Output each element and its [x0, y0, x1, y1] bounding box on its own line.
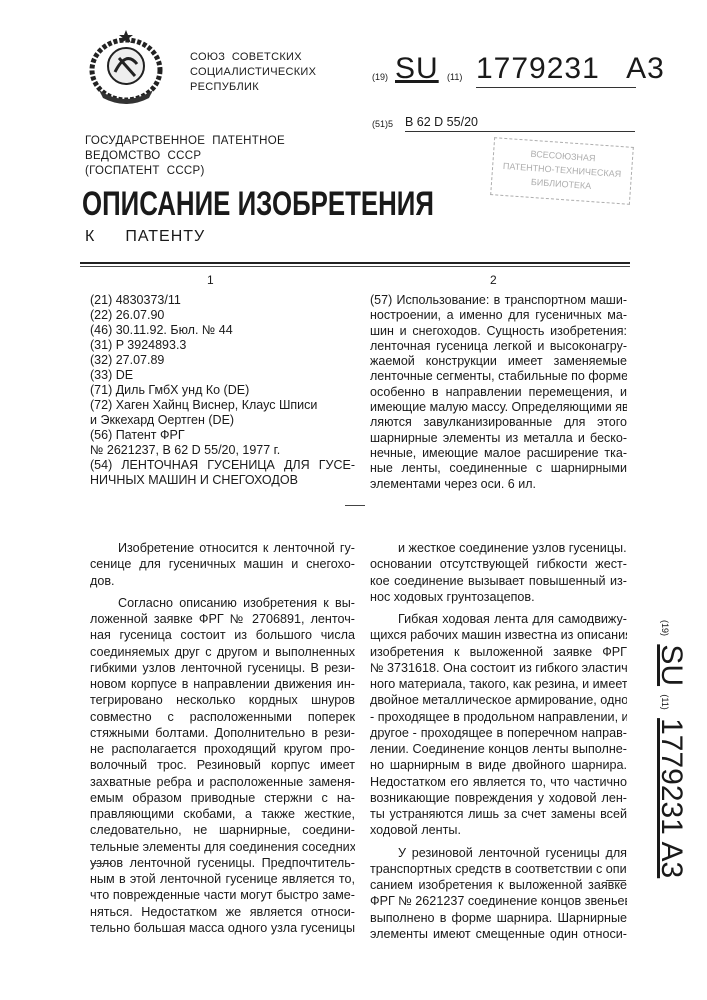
- text-line: ная гусеница состоит из большого числа: [90, 627, 355, 643]
- abstract: [370, 293, 627, 492]
- document-subtitle: [85, 228, 235, 246]
- country-line: СОЦИАЛИСТИЧЕСКИХ: [190, 65, 316, 80]
- text-line: и жесткое соединение узлов гусеницы. На: [370, 540, 627, 556]
- text-line: дов.: [90, 573, 355, 589]
- document-title: ОПИСАНИЕ ИЗОБРЕТЕНИЯ: [82, 186, 434, 222]
- text-line: новом корпусе в направлении движения ин-: [90, 676, 355, 692]
- text-line: (32) 27.07.89: [90, 353, 355, 368]
- inid-code-19: (19): [372, 72, 388, 82]
- office-line: ГОСУДАРСТВЕННОЕ ПАТЕНТНОЕ: [85, 134, 285, 149]
- text-line: (31) P 3924893.3: [90, 338, 355, 353]
- subtitle-prefix: К: [85, 228, 95, 245]
- library-stamp: ВСЕСОЮЗНАЯ ПАТЕНТНО-ТЕХНИЧЕСКАЯ БИБЛИОТЕКА: [490, 137, 634, 205]
- patent-office: [85, 134, 285, 179]
- text-line: захватные ребра и расположенные заменя-: [90, 774, 355, 790]
- country-code: SU: [395, 52, 439, 86]
- text-line: элементы имеют смещенные один относи-: [370, 926, 627, 942]
- separator: [606, 880, 626, 881]
- text-line: тельно большая масса одного узла гусеницы: [90, 920, 355, 936]
- text-line: (57) Использование: в транспортном маши-: [370, 293, 627, 308]
- side-patent-number: 1779231 A3: [655, 718, 688, 878]
- divider: [476, 87, 636, 88]
- text-line: ленточные сегменты, стабильные по форме,: [370, 369, 627, 384]
- text-line: нос ходовых грунтозацепов.: [370, 589, 627, 605]
- inid-code-11: (11): [447, 72, 462, 82]
- text-line: ленточная гусеница легкой и высоконагру-: [370, 339, 627, 354]
- text-line: Недостатком его является то, что частично: [370, 774, 627, 790]
- country-name: [190, 50, 316, 95]
- text-line: ложенной заявке ФРГ № 2706891, ленточ-: [90, 611, 355, 627]
- text-line: элементами через оси. 6 ил.: [370, 477, 627, 492]
- text-line: ным в этой ленточной гусенице является то,: [90, 871, 355, 887]
- text-line: имеющие малую массу. Определяющими яв-: [370, 400, 627, 415]
- text-line: НИЧНЫХ МАШИН И СНЕГОХОДОВ: [90, 473, 355, 488]
- text-line: возникающие повреждения у ходовой лен-: [370, 790, 627, 806]
- subtitle-text: ПАТЕНТУ: [125, 228, 205, 245]
- text-line: правляющими скобами, а также жесткие,: [90, 806, 355, 822]
- column-number: 2: [490, 273, 497, 287]
- text-line: и Эккехард Оертген (DE): [90, 413, 355, 428]
- text-line: ностроении, а именно для гусеничных ма-: [370, 308, 627, 323]
- text-line: (46) 30.11.92. Бюл. № 44: [90, 323, 355, 338]
- side-code-11: (11): [660, 694, 670, 709]
- text-line: ты устраняются лишь за счет замены всей: [370, 806, 627, 822]
- text-line: (72) Хаген Хайнц Виснер, Клаус Шписи: [90, 398, 355, 413]
- text-line: изобретения к выложенной заявке ФРГ: [370, 644, 627, 660]
- side-code-19: (19): [660, 620, 670, 636]
- column-number: 1: [207, 273, 214, 287]
- separator: [345, 505, 365, 506]
- text-line: но шарнирным в виде двойного шарнира.: [370, 757, 627, 773]
- text-line: У резиновой ленточной гусеницы для: [370, 845, 627, 861]
- text-line: узлов ленточной гусеницы. Предпочтитель-: [90, 855, 355, 871]
- header-rule: [80, 262, 630, 264]
- text-line: жаемой конструкции имеет заменяемые: [370, 354, 627, 369]
- description-column-2: [370, 540, 627, 942]
- text-line: Согласно описанию изобретения к вы-: [90, 595, 355, 611]
- text-line: № 3731618. Она состоит из гибкого эластич-: [370, 660, 627, 676]
- office-line: (ГОСПАТЕНТ СССР): [85, 164, 285, 179]
- separator: [92, 863, 112, 864]
- text-line: (71) Диль ГмбХ унд Ко (DE): [90, 383, 355, 398]
- text-line: волочный трос. Резиновый корпус имеет: [90, 757, 355, 773]
- office-line: ВЕДОМСТВО СССР: [85, 149, 285, 164]
- text-line: выполнено в форме шарнира. Шарнирные: [370, 910, 627, 926]
- text-line: ФРГ № 2621237 соединение концов звеньев: [370, 893, 627, 909]
- text-line: тельные элементы для соединения соседних: [90, 839, 355, 855]
- text-line: нечные, имеющие малое расширение тка-: [370, 446, 627, 461]
- text-line: (22) 26.07.90: [90, 308, 355, 323]
- text-line: что поврежденные части могут быстро заме-: [90, 887, 355, 903]
- patent-number: 1779231 A3: [476, 52, 665, 86]
- text-line: тегрировано несколько кордных шнуров: [90, 692, 355, 708]
- text-line: ходовой ленты.: [370, 822, 627, 838]
- text-line: няться. Недостатком же является относи-: [90, 904, 355, 920]
- text-line: особенно в направлении перемещения, и: [370, 385, 627, 400]
- header-rule: [80, 266, 630, 267]
- text-line: транспортных средств в соответствии с опи-: [370, 861, 627, 877]
- text-line: Изобретение относится к ленточной гу-: [90, 540, 355, 556]
- text-line: Гибкая ходовая лента для самодвижу-: [370, 611, 627, 627]
- text-line: двойное металлическое армирование, одно: [370, 692, 627, 708]
- text-line: (33) DE: [90, 368, 355, 383]
- text-line: не располагается проходящий кругом про-: [90, 741, 355, 757]
- text-line: шин и снегоходов. Сущность изобретения:: [370, 324, 627, 339]
- text-line: ного материала, такого, как резина, и имеет: [370, 676, 627, 692]
- text-line: совместно с расположенными поперек: [90, 709, 355, 725]
- text-line: соединяемых друг с другом и выполненных: [90, 644, 355, 660]
- text-line: (56) Патент ФРГ: [90, 428, 355, 443]
- divider: [405, 131, 635, 132]
- text-line: кое соединение вызывает повышенный из-: [370, 573, 627, 589]
- text-line: основании отсутствующей гибкости жест-: [370, 556, 627, 572]
- ipc-class: B 62 D 55/20: [405, 115, 478, 129]
- text-line: следовательно, не шарнирные, соедини-: [90, 822, 355, 838]
- text-line: ные ленты, соединенные с шарнирными: [370, 461, 627, 476]
- text-line: емым образом приводные стержни с на-: [90, 790, 355, 806]
- text-line: шарнирные элементы из металла и беско-: [370, 431, 627, 446]
- ussr-emblem: [85, 28, 167, 106]
- text-line: (21) 4830373/11: [90, 293, 355, 308]
- text-line: стяжными болтами. Дополнительно в рези-: [90, 725, 355, 741]
- country-line: РЕСПУБЛИК: [190, 80, 316, 95]
- bibliographic-data: [90, 293, 355, 488]
- text-line: лении. Соединение концов ленты выполне-: [370, 741, 627, 757]
- text-line: № 2621237, B 62 D 55/20, 1977 г.: [90, 443, 355, 458]
- inid-code-51: (51)5: [372, 119, 393, 129]
- text-line: ляются завулканизированные для этого: [370, 415, 627, 430]
- text-line: другое - проходящее в поперечном направ-: [370, 725, 627, 741]
- text-line: (54) ЛЕНТОЧНАЯ ГУСЕНИЦА ДЛЯ ГУСЕ-: [90, 458, 355, 473]
- text-line: гибкими узлов ленточной гусеницы. В рези-: [90, 660, 355, 676]
- text-line: - проходящее в продольном направлении, и: [370, 709, 627, 725]
- side-country-code: SU: [655, 644, 688, 686]
- text-line: санием изобретения к выложенной заявке: [370, 877, 627, 893]
- text-line: щихся рабочих машин известна из описания: [370, 627, 627, 643]
- country-line: СОЮЗ СОВЕТСКИХ: [190, 50, 316, 65]
- description-column-1: [90, 540, 355, 936]
- side-patent-label: [648, 620, 688, 878]
- text-line: сенице для гусеничных машин и снегохо-: [90, 556, 355, 572]
